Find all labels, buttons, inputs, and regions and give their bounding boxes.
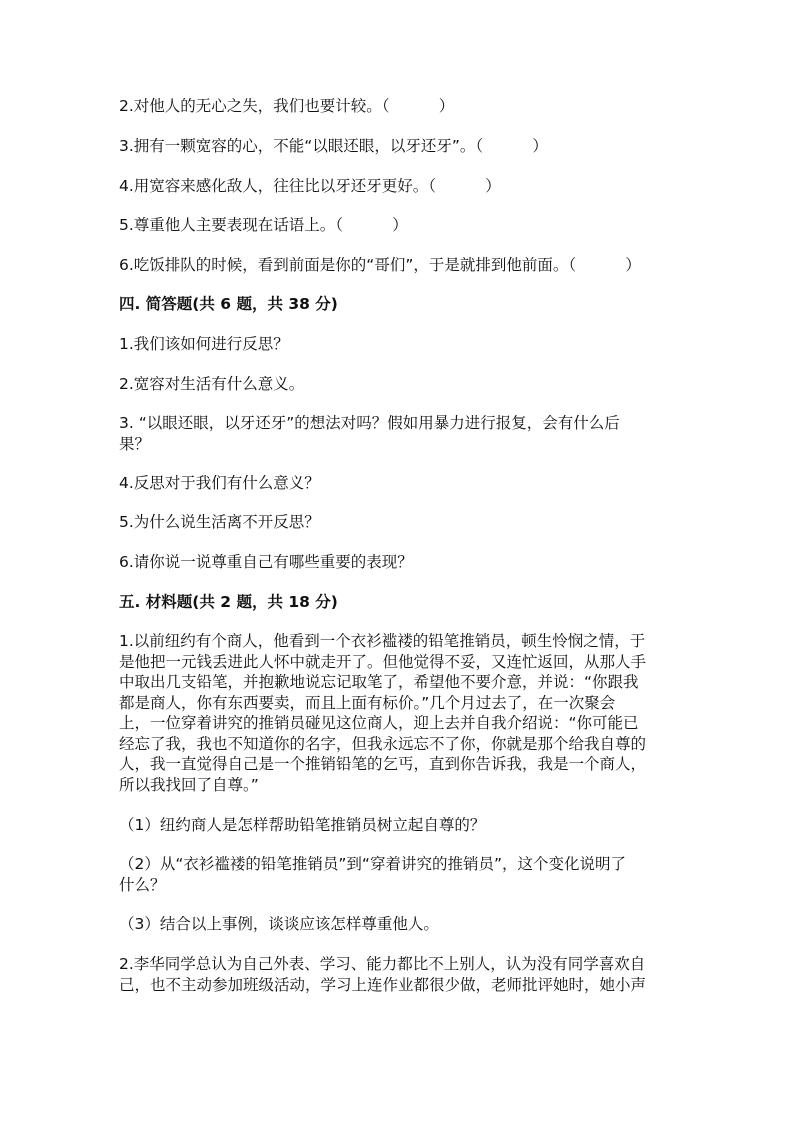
material-1-line-7: 人，我一直觉得自己是一个推销铅笔的乞丐，直到你告诉我，我是一个商人， (119, 755, 647, 773)
section-heading-material: 五. 材料题(共 2 题，共 18 分) (119, 593, 338, 611)
material-1-line-3: 中取出几支铅笔，并抱歉地说忘记取笔了，希望他不要介意，并说：“你跟我 (119, 673, 639, 691)
section-heading-short-answer: 四. 简答题(共 6 题，共 38 分) (119, 295, 338, 313)
short-answer-q5: 5.为什么说生活离不开反思？ (119, 513, 320, 531)
judgement-item-4: 4.用宽容来感化敌人，往往比以牙还牙更好。（ ） (119, 177, 501, 195)
short-answer-q3-line-2: 果？ (119, 435, 151, 453)
judgement-item-3: 3.拥有一颗宽容的心，不能“以眼还眼，以牙还牙”。（ ） (119, 137, 548, 155)
material-1-line-4: 都是商人，你有东西要卖，而且上面有标价。”几个月过去了，在一次聚会 (119, 694, 616, 712)
short-answer-q4: 4.反思对于我们有什么意义？ (119, 474, 320, 492)
material-1-line-5: 上，一位穿着讲究的推销员碰见这位商人，迎上去并自我介绍说：“你可能已 (119, 714, 639, 732)
judgement-item-6: 6.吃饭排队的时候，看到前面是你的“哥们”，于是就排到他前面。（ ） (119, 256, 641, 274)
material-2-line-2: 己，也不主动参加班级活动，学习上连作业都很少做，老师批评她时，她小声 (119, 976, 647, 994)
material-1-line-8: 所以我找回了自尊。” (119, 776, 259, 794)
material-1-sub-3: （3）结合以上事例，谈谈应该怎样尊重他人。 (119, 915, 439, 933)
short-answer-q6: 6.请你说一说尊重自己有哪些重要的表现？ (119, 553, 413, 571)
material-1-line-2: 是他把一元钱丢进此人怀中就走开了。但他觉得不妥，又连忙返回，从那人手 (119, 653, 647, 671)
material-1-line-1: 1.以前纽约有个商人，他看到一个衣衫褴褛的铅笔推销员，顿生怜悯之情，于 (119, 632, 646, 650)
material-1-line-6: 经忘了我，我也不知道你的名字，但我永远忘不了你，你就是那个给我自尊的 (119, 735, 647, 753)
material-1-sub-2-line-1: （2）从“衣衫褴褛的铅笔推销员”到“穿着讲究的推销员”，这个变化说明了 (119, 855, 626, 873)
material-2-line-1: 2.李华同学总认为自己外表、学习、能力都比不上别人，认为没有同学喜欢自 (119, 955, 646, 973)
judgement-item-5: 5.尊重他人主要表现在话语上。（ ） (119, 216, 408, 234)
material-1-sub-1: （1）纽约商人是怎样帮助铅笔推销员树立起自尊的？ (119, 816, 486, 834)
short-answer-q3-line-1: 3. “以眼还眼，以牙还牙”的想法对吗？假如用暴力进行报复，会有什么后 (119, 414, 620, 432)
material-1-sub-2-line-2: 什么？ (119, 876, 166, 894)
judgement-item-2: 2.对他人的无心之失，我们也要计较。（ ） (119, 97, 455, 115)
short-answer-q1: 1.我们该如何进行反思？ (119, 335, 289, 353)
short-answer-q2: 2.宽容对生活有什么意义。 (119, 375, 305, 393)
